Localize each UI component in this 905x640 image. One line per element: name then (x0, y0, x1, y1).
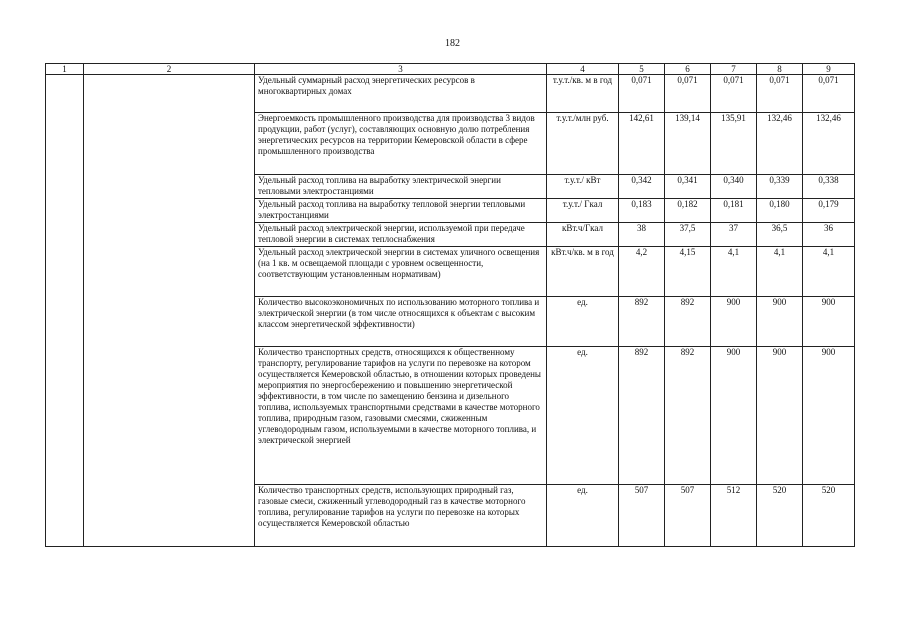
indicator-value: 900 (711, 347, 757, 485)
indicator-value: 900 (757, 297, 803, 347)
indicator-value: 0,339 (757, 175, 803, 199)
column-header: 1 (46, 64, 84, 75)
indicator-value: 900 (803, 347, 855, 485)
indicator-value: 900 (803, 297, 855, 347)
column-header: 7 (711, 64, 757, 75)
column-header: 8 (757, 64, 803, 75)
indicator-unit: ед. (547, 485, 619, 547)
indicator-value: 4,2 (619, 247, 665, 297)
indicator-value: 0,183 (619, 199, 665, 223)
indicator-unit: т.у.т./кв. м в год (547, 75, 619, 113)
indicator-value: 0,182 (665, 199, 711, 223)
indicator-unit: ед. (547, 297, 619, 347)
indicator-value: 892 (619, 347, 665, 485)
indicator-value: 892 (619, 297, 665, 347)
indicator-value: 507 (619, 485, 665, 547)
indicator-unit: т.у.т./ кВт (547, 175, 619, 199)
empty-number-cell (46, 75, 84, 547)
indicator-unit: т.у.т./млн руб. (547, 113, 619, 175)
indicator-value: 0,071 (711, 75, 757, 113)
indicator-description: Количество транспортных средств, использующих природный газ, газовые смеси, сжиженный углеводородный газ в качестве моторного топлива, регулирование тарифов на услуги по перевозке на которых осуществляется Кемеровской областью (255, 485, 547, 547)
indicator-description: Количество высокоэкономичных по использованию моторного топлива и электрической энергии (в том числе относящихся к объектам с высоким классом энергетической эффективности) (255, 297, 547, 347)
indicators-table (45, 63, 855, 547)
indicator-description: Энергоемкость промышленного производства для производства 3 видов продукции, работ (услуг), составляющих основную долю потребления энергетических ресурсов на территории Кемеровской области в сфере промышленного производства (255, 113, 547, 175)
indicator-value: 0,071 (619, 75, 665, 113)
column-header: 3 (255, 64, 547, 75)
indicator-value: 4,1 (711, 247, 757, 297)
indicator-unit: кВт.ч/Гкал (547, 223, 619, 247)
indicator-description: Удельный расход топлива на выработку тепловой энергии тепловыми электростанциями (255, 199, 547, 223)
column-header: 2 (84, 64, 255, 75)
table-row (46, 75, 855, 113)
indicator-value: 132,46 (803, 113, 855, 175)
indicator-value: 0,342 (619, 175, 665, 199)
indicator-value: 0,179 (803, 199, 855, 223)
column-header: 4 (547, 64, 619, 75)
indicator-value: 142,61 (619, 113, 665, 175)
indicator-description: Удельный расход электрической энергии в системах уличного освещения (на 1 кв. м освещаемой площади с уровнем освещенности, соответствующим установленным нормативам) (255, 247, 547, 297)
indicator-value: 0,180 (757, 199, 803, 223)
indicator-value: 520 (757, 485, 803, 547)
indicator-value: 37 (711, 223, 757, 247)
indicator-value: 132,46 (757, 113, 803, 175)
indicator-value: 139,14 (665, 113, 711, 175)
indicator-value: 0,071 (757, 75, 803, 113)
indicator-description: Количество транспортных средств, относящихся к общественному транспорту, регулирование тарифов на услуги по перевозке на котором осуществляется Кемеровской областью, в отношении которых проведены мероприятия по энергосбережению и повышению энергетической эффективности, в том числе по замещению бензина и дизельного топлива, используемых транспортными средствами в качестве моторного топлива, природным газом, газовыми смесями, сжиженным углеводородным газом, используемыми в качестве моторного топлива, и электрической энергией (255, 347, 547, 485)
indicator-value: 900 (757, 347, 803, 485)
indicator-value: 37,5 (665, 223, 711, 247)
column-header: 6 (665, 64, 711, 75)
indicator-value: 135,91 (711, 113, 757, 175)
column-header: 9 (803, 64, 855, 75)
indicator-value: 0,181 (711, 199, 757, 223)
column-number-row (46, 64, 855, 75)
indicator-value: 520 (803, 485, 855, 547)
indicator-value: 0,338 (803, 175, 855, 199)
indicator-unit: т.у.т./ Гкал (547, 199, 619, 223)
indicator-value: 900 (711, 297, 757, 347)
empty-program-cell (84, 75, 255, 547)
indicator-value: 0,341 (665, 175, 711, 199)
indicator-value: 38 (619, 223, 665, 247)
indicator-value: 0,340 (711, 175, 757, 199)
indicator-value: 36 (803, 223, 855, 247)
indicator-value: 512 (711, 485, 757, 547)
indicator-value: 4,1 (803, 247, 855, 297)
indicator-description: Удельный расход электрической энергии, используемой при передаче тепловой энергии в системах теплоснабжения (255, 223, 547, 247)
indicator-value: 892 (665, 297, 711, 347)
indicator-value: 892 (665, 347, 711, 485)
indicator-description: Удельный расход топлива на выработку электрической энергии тепловыми электростанциями (255, 175, 547, 199)
indicator-unit: кВт.ч/кв. м в год (547, 247, 619, 297)
indicator-value: 4,15 (665, 247, 711, 297)
indicator-description: Удельный суммарный расход энергетических ресурсов в многоквартирных домах (255, 75, 547, 113)
indicator-value: 36,5 (757, 223, 803, 247)
column-header: 5 (619, 64, 665, 75)
page-number: 182 (445, 38, 460, 49)
indicator-value: 4,1 (757, 247, 803, 297)
indicator-unit: ед. (547, 347, 619, 485)
indicator-value: 507 (665, 485, 711, 547)
indicator-value: 0,071 (665, 75, 711, 113)
indicator-value: 0,071 (803, 75, 855, 113)
